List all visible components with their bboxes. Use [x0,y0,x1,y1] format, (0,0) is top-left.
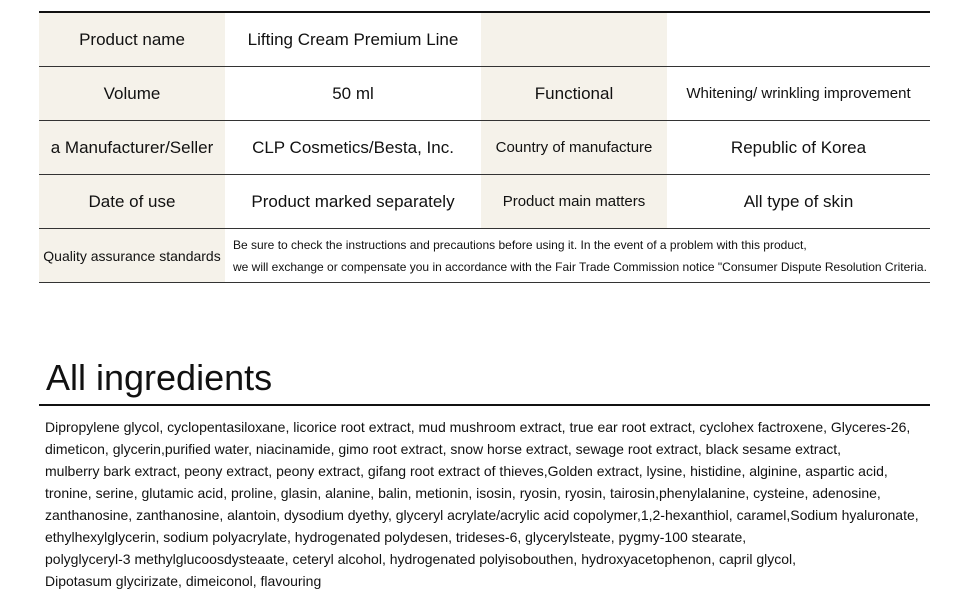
volume-label: Volume [39,67,225,121]
ingredients-line: zanthanosine, zanthanosine, alantoin, dysodium dyethy, glyceryl acrylate/acrylic acid copolymer,1,2-hexanthiol, caramel,Sodium hyaluronate, [45,507,919,523]
table-row [39,67,930,121]
country-label: Country of manufacture [481,121,667,175]
product-info-table [39,11,930,283]
date-of-use-value: Product marked separately [225,175,481,229]
table-row [39,12,930,67]
manufacturer-value: CLP Cosmetics/Besta, Inc. [225,121,481,175]
ingredients-line: Dipotasum glycirizate, dimeiconol, flavouring [45,573,322,589]
ingredients-line: polyglyceryl-3 methylglucoosdysteaate, ceteryl alcohol, hydrogenated polyisobouthen, hydroxyacetophenon, capril glycol, [45,551,796,567]
ingredients-line: dimeticon, glycerin,purified water, niacinamide, gimo root extract, snow horse extract, sewage root extract, black sesame extract, [45,441,842,457]
main-matters-label: Product main matters [481,175,667,229]
ingredients-line: Dipropylene glycol, cyclopentasiloxane, licorice root extract, mud mushroom extract, true ear root extract, cyclohex factroxene, Glyceres-26, [45,419,911,435]
product-name-label: Product name [39,12,225,67]
quality-assurance-line: we will exchange or compensate you in accordance with the Fair Trade Commission notice "Consumer Dispute Resolution Criteria. [233,259,927,274]
empty-label-cell [481,12,667,67]
volume-value: 50 ml [225,67,481,121]
date-of-use-label: Date of use [39,175,225,229]
ingredients-title: All ingredients [46,357,273,398]
table-row [39,229,930,283]
country-value: Republic of Korea [667,121,930,175]
functional-label: Functional [481,67,667,121]
manufacturer-label: a Manufacturer/Seller [39,121,225,175]
main-matters-value: All type of skin [667,175,930,229]
table-row [39,121,930,175]
quality-assurance-text [225,229,930,283]
functional-value: Whitening/ wrinkling improvement [667,67,930,121]
table-row [39,175,930,229]
ingredients-list [45,416,930,592]
product-name-value: Lifting Cream Premium Line [225,12,481,67]
quality-assurance-line: Be sure to check the instructions and precautions before using it. In the event of a problem with this product, [233,237,807,252]
quality-assurance-label: Quality assurance standards [39,229,225,283]
ingredients-line: tronine, serine, glutamic acid, proline, glasin, alanine, balin, metionin, isosin, ryosin, ryosin, tairosin,phenylalanine, cysteine, adenosine, [45,485,881,501]
empty-value-cell [667,12,930,67]
ingredients-line: mulberry bark extract, peony extract, peony extract, gifang root extract of thieves,Golden extract, lysine, histidine, alginine, aspartic acid, [45,463,888,479]
ingredients-line: ethylhexylglycerin, sodium polyacrylate, hydrogenated polydesen, trideses-6, glycerylsteate, pygmy-100 stearate, [45,529,747,545]
ingredients-divider [39,404,930,406]
